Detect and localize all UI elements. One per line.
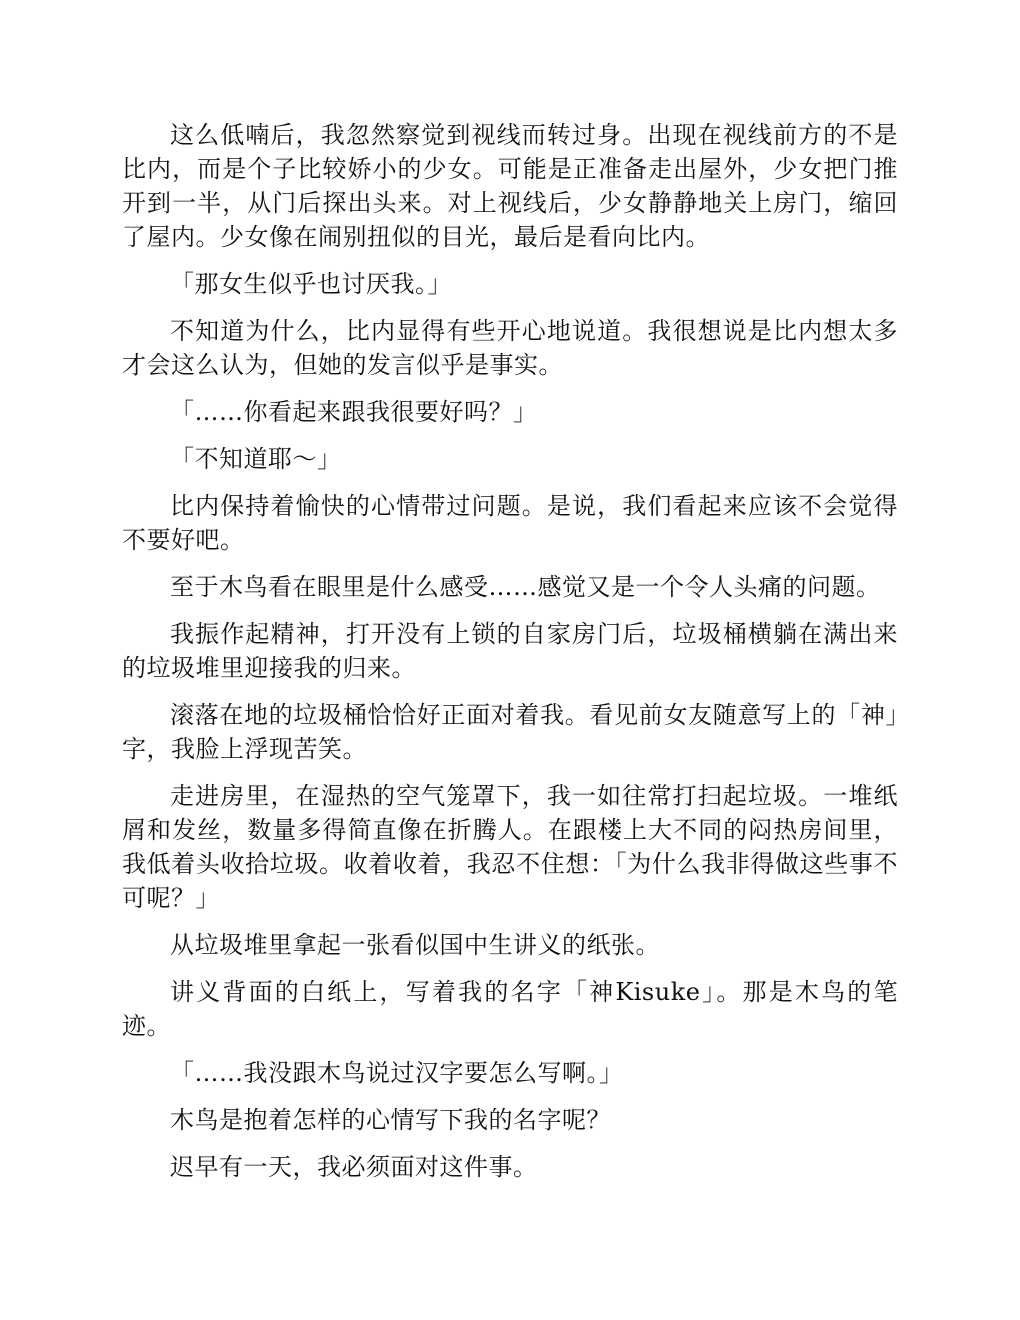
paragraph: 滚落在地的垃圾桶恰恰好正面对着我。看见前女友随意写上的「神」字，我脸上浮现苦笑。 (122, 701, 898, 763)
paragraph: 至于木鸟看在眼里是什么感受……感觉又是一个令人头痛的问题。 (170, 573, 881, 601)
paragraph: 比内保持着愉快的心情带过问题。是说，我们看起来应该不会觉得不要好吧。 (122, 492, 898, 554)
paragraph: 迟早有一天，我必须面对这件事。 (170, 1153, 538, 1181)
paragraph: 「……你看起来跟我很要好吗？」 (170, 398, 538, 426)
paragraph: 「……我没跟木鸟说过汉字要怎么写啊。」 (170, 1059, 624, 1087)
page-body (122, 118, 898, 1197)
paragraph: 「不知道耶～」 (170, 445, 342, 473)
paragraph: 「那女生似乎也讨厌我。」 (170, 270, 452, 298)
paragraph: 木鸟是抱着怎样的心情写下我的名字呢？ (170, 1106, 611, 1134)
paragraph: 讲义背面的白纸上，写着我的名字「神Kisuke」。那是木鸟的笔迹。 (122, 978, 898, 1040)
paragraph: 不知道为什么，比内显得有些开心地说道。我很想说是比内想太多才会这么认为，但她的发言似乎是事实。 (122, 317, 898, 379)
paragraph: 我振作起精神，打开没有上锁的自家房门后，垃圾桶横躺在满出来的垃圾堆里迎接我的归来。 (122, 620, 898, 682)
paragraph: 从垃圾堆里拿起一张看似国中生讲义的纸张。 (170, 931, 660, 959)
paragraph: 走进房里，在湿热的空气笼罩下，我一如往常打扫起垃圾。一堆纸屑和发丝，数量多得简直像在折腾人。在跟楼上大不同的闷热房间里，我低着头收拾垃圾。收着收着，我忍不住想：「为什么我非得做这些事不可呢？」 (122, 782, 898, 912)
paragraph: 这么低喃后，我忽然察觉到视线而转过身。出现在视线前方的不是比内，而是个子比较娇小的少女。可能是正准备走出屋外，少女把门推开到一半，从门后探出头来。对上视线后，少女静静地关上房门，缩回了屋内。少女像在闹别扭似的目光，最后是看向比内。 (122, 121, 898, 251)
